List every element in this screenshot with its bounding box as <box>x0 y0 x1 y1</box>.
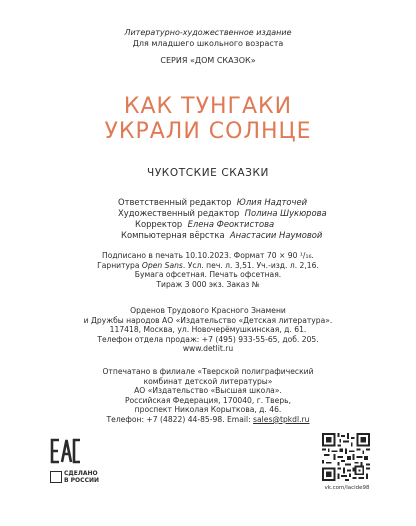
credit-row <box>118 208 327 219</box>
printer-line: Отпечатано в филиале «Тверской полиграфический <box>102 367 314 376</box>
format-fraction: ¹/₁₆ <box>299 251 312 260</box>
printer-line <box>0 415 416 425</box>
credit-role: Компьютерная вёрстка <box>121 230 225 240</box>
eac-logo-icon <box>50 438 82 464</box>
printer-phone: Телефон: +7 (4822) 44-85-98. Email: <box>106 414 254 424</box>
book-subtitle: ЧУКОТСКИЕ СКАЗКИ <box>147 167 269 179</box>
publisher-line: и Дружбы народов АО «Издательство «Детская литература». <box>83 315 333 325</box>
publisher-website-link[interactable]: www.detlit.ru <box>182 344 234 353</box>
title-line-1: КАК ТУНГАКИ <box>123 94 293 119</box>
format-text: Подписано в печать 10.10.2023. Формат 70 × 90 <box>102 251 298 260</box>
printer-line: проспект Николая Корыткова, д. 46. <box>134 405 282 414</box>
credits-list <box>118 197 327 241</box>
typeface-name: Open Sans <box>141 260 183 270</box>
credit-row <box>118 197 327 208</box>
credit-name: Елена Феоктистова <box>187 219 275 229</box>
printer-line: АО «Издательство «Высшая школа». <box>134 386 282 395</box>
credit-name: Анастасии Наумовой <box>229 230 323 240</box>
publication-line: Тираж 3 000 экз. Заказ № <box>156 279 260 289</box>
publisher-line: Орденов Трудового Красного Знамени <box>130 306 286 315</box>
printer-info <box>0 367 416 424</box>
publisher-line: 117418, Москва, ул. Новочерёмушкинская, д. 61. <box>109 325 307 334</box>
printer-line: комбинат детской литературы» <box>143 376 273 386</box>
title-line-2: УКРАЛИ СОЛНЦЕ <box>104 119 312 144</box>
publisher-info <box>0 306 416 354</box>
made-in-russia-icon <box>50 471 62 483</box>
intro-block <box>0 28 416 67</box>
made-in-label: СДЕЛАНО <box>64 470 98 477</box>
genre-line: Литературно-художественное издание <box>124 28 292 37</box>
credit-row <box>118 219 327 230</box>
eac-mark <box>50 438 82 468</box>
typeface-label: Гарнитура <box>97 260 140 270</box>
publication-line <box>0 251 416 261</box>
printer-line: Российская Федерация, 170040, г. Тверь, <box>124 395 292 405</box>
credit-role: Художественный редактор <box>118 208 240 218</box>
publication-line: Бумага офсетная. Печать офсетная. <box>134 270 282 279</box>
qr-caption: vk.com/lacide98 <box>324 485 370 491</box>
credit-row <box>118 230 327 241</box>
publisher-line: Телефон отдела продаж: +7 (495) 933-55-65, доб. 205. <box>97 334 319 344</box>
qr-code-icon[interactable] <box>322 433 370 481</box>
age-line: Для младшего школьного возраста <box>132 38 284 48</box>
credit-name: Полина Шукюрова <box>244 208 327 218</box>
format-end: . <box>311 251 314 260</box>
publication-line <box>0 261 416 271</box>
publication-info <box>0 251 416 289</box>
printer-email-link[interactable]: sales@tpkdl.ru <box>253 414 310 424</box>
credit-name: Юлия Надточей <box>236 197 308 207</box>
sheets-text: . Усл. печ. л. 3,51. Уч.-изд. л. 2,16. <box>182 260 319 270</box>
series-line: СЕРИЯ «ДОМ СКАЗОК» <box>160 56 256 65</box>
russia-label: В РОССИИ <box>64 477 100 484</box>
credit-role: Ответственный редактор <box>118 197 232 207</box>
book-title <box>0 94 416 144</box>
made-in-russia-mark <box>50 470 99 484</box>
credit-role: Корректор <box>135 219 183 229</box>
